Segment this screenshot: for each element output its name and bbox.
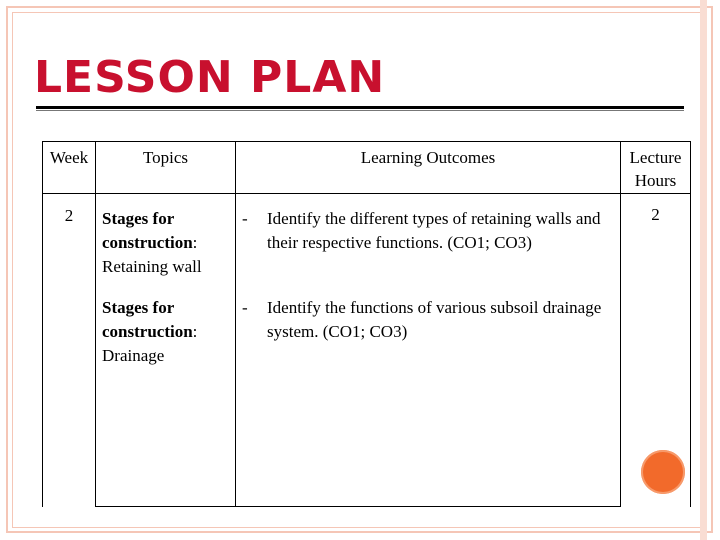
header-week: Week: [43, 142, 96, 194]
topic-bold: Stages for construction: [102, 298, 193, 341]
topic-cell: [96, 194, 236, 285]
topic-detail: : Retaining wall: [102, 233, 202, 276]
title-underline-thin: [36, 110, 684, 111]
outcome-text: Identify the different types of retaining walls and their respective functions. (CO1; CO3): [267, 209, 601, 252]
bullet-dash: -: [242, 209, 248, 228]
bullet-dash: -: [242, 298, 248, 317]
outcome-cell: [236, 194, 621, 285]
header-lecture-hours-line2: Hours: [634, 171, 677, 190]
table-header-row: [43, 142, 691, 194]
header-lecture-hours: [621, 142, 691, 194]
title-underline: [36, 106, 684, 109]
outcome-text: Identify the functions of various subsoil drainage system. (CO1; CO3): [267, 298, 602, 341]
table-row: [43, 284, 691, 507]
header-lecture-hours-line1: Lecture: [629, 148, 682, 167]
lesson-plan-table: [42, 141, 691, 507]
outcome-cell: [236, 284, 621, 507]
header-learning-outcomes: Learning Outcomes: [236, 142, 621, 194]
slide-side-bar: [700, 0, 707, 540]
header-topics: Topics: [96, 142, 236, 194]
topic-bold: Stages for construction: [102, 209, 193, 252]
slide-title: LESSON PLAN: [34, 52, 386, 103]
topic-cell: [96, 284, 236, 507]
hours-cell: 2: [621, 194, 691, 507]
decorative-circle: [641, 450, 685, 494]
table-row: [43, 194, 691, 285]
week-cell: 2: [43, 194, 96, 507]
topic-detail: : Drainage: [102, 322, 198, 365]
